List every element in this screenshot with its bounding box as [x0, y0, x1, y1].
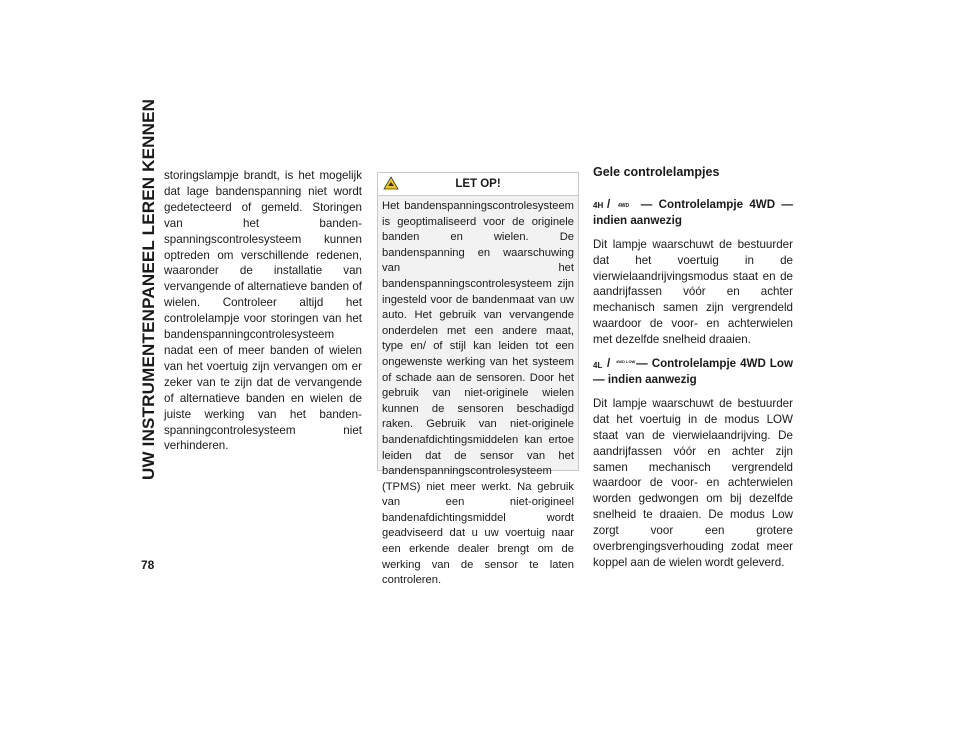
section-title: UW INSTRUMENTENPANEEL LEREN KENNEN	[139, 98, 158, 480]
svg-text:4WD LOW: 4WD LOW	[616, 359, 636, 364]
4wd-indicator-icon	[617, 200, 633, 209]
indicator-title: — Controlelampje 4WD — indien aanwezig	[593, 197, 793, 227]
right-column	[593, 165, 793, 571]
indicator-description: Dit lampje waarschuwt de bestuurder dat het voertuig in de modus LOW staat van de vierwielaandrijving. De aandrijfassen vóór en achter zijn samen mechanisch vergrendeld waardoor de voor- en achterwielen worden gedwongen om bij dezelfde snelheid te draaien. De modus Low zorgt voor een grotere overbrengingsverhouding zodat meer koppel aan de wielen wordt geleverd.	[593, 396, 793, 569]
4wd-low-indicator-icon	[614, 358, 636, 370]
warning-icon	[383, 176, 399, 190]
indicator-heading-4wd	[593, 197, 793, 229]
body-paragraph: storingslampje brandt, is het mogelijk dat lage bandenspanning niet wordt gedetecteerd of gemeld. Storingen van het bandenspanningscontrolesysteem kunnen optreden om verschillende redenen, waaronder de installatie van vervangende of alternatieve banden of wielen. Controleer altijd het controlelampje voor storingen van het bandenspanningcontrolesysteem nadat een of meer banden of wielen van het voertuig zijn vervangen om er zeker van te zijn dat de vervangende of alternatieve banden en wielen de juiste werking van het bandenspanningcontrolesysteem niet verhinderen.	[164, 169, 362, 453]
indicator-separator: /	[607, 357, 611, 371]
4h-indicator-icon	[593, 200, 605, 209]
caution-note-text: Het bandenspanningscontrolesysteem is geoptimaliseerd voor de originele banden en wielen. De bandenspanning en waarschuwing van het bandenspanningscontrolesysteem zijn ingesteld voor de bandenmaat van uw auto. Het gebruik van vervangende onderdelen met een andere maat, type en/ of stijl kan leiden tot een ongewenste werking van het systeem of schade aan de sensoren. Door het gebruik van niet-originele wielen kunnen de sensoren beschadigd raken. Gebruik van niet-originele bandenafdichtingsmiddelen kan ertoe leiden dat de sensor van het bandenspanningscontrolesysteem (TPMS) niet meer werkt. Na gebruik van een niet-origineel bandenafdichtingsmiddel wordt geadviseerd dat u uw voertuig naar een erkende dealer brengt om de werking van de sensor te laten controleren.	[382, 200, 574, 587]
4l-indicator-icon	[593, 360, 605, 369]
indicator-description: Dit lampje waarschuwt de bestuurder dat het voertuig in de vierwielaandrijvingsmodus staat en de aandrijfassen vóór en achter mechanisch samen zijn vergrendeld waardoor de voor- en achterwielen met dezelfde snelheid draaien.	[593, 237, 793, 347]
indicator-separator: /	[607, 197, 611, 211]
caution-note-box	[377, 172, 579, 587]
section-heading: Gele controlelampjes	[593, 165, 720, 179]
indicator-heading-4wd-low	[593, 356, 793, 388]
svg-text:4H: 4H	[593, 201, 604, 211]
caution-note-title: LET OP!	[455, 178, 501, 190]
caution-note-header	[378, 173, 578, 196]
indicator-title: — Controlelampje 4WD Low — indien aanwezig	[593, 357, 793, 386]
left-column	[164, 168, 362, 454]
svg-text:4WD: 4WD	[617, 203, 629, 210]
page-number: 78	[141, 558, 155, 572]
svg-text:4L: 4L	[593, 360, 603, 370]
